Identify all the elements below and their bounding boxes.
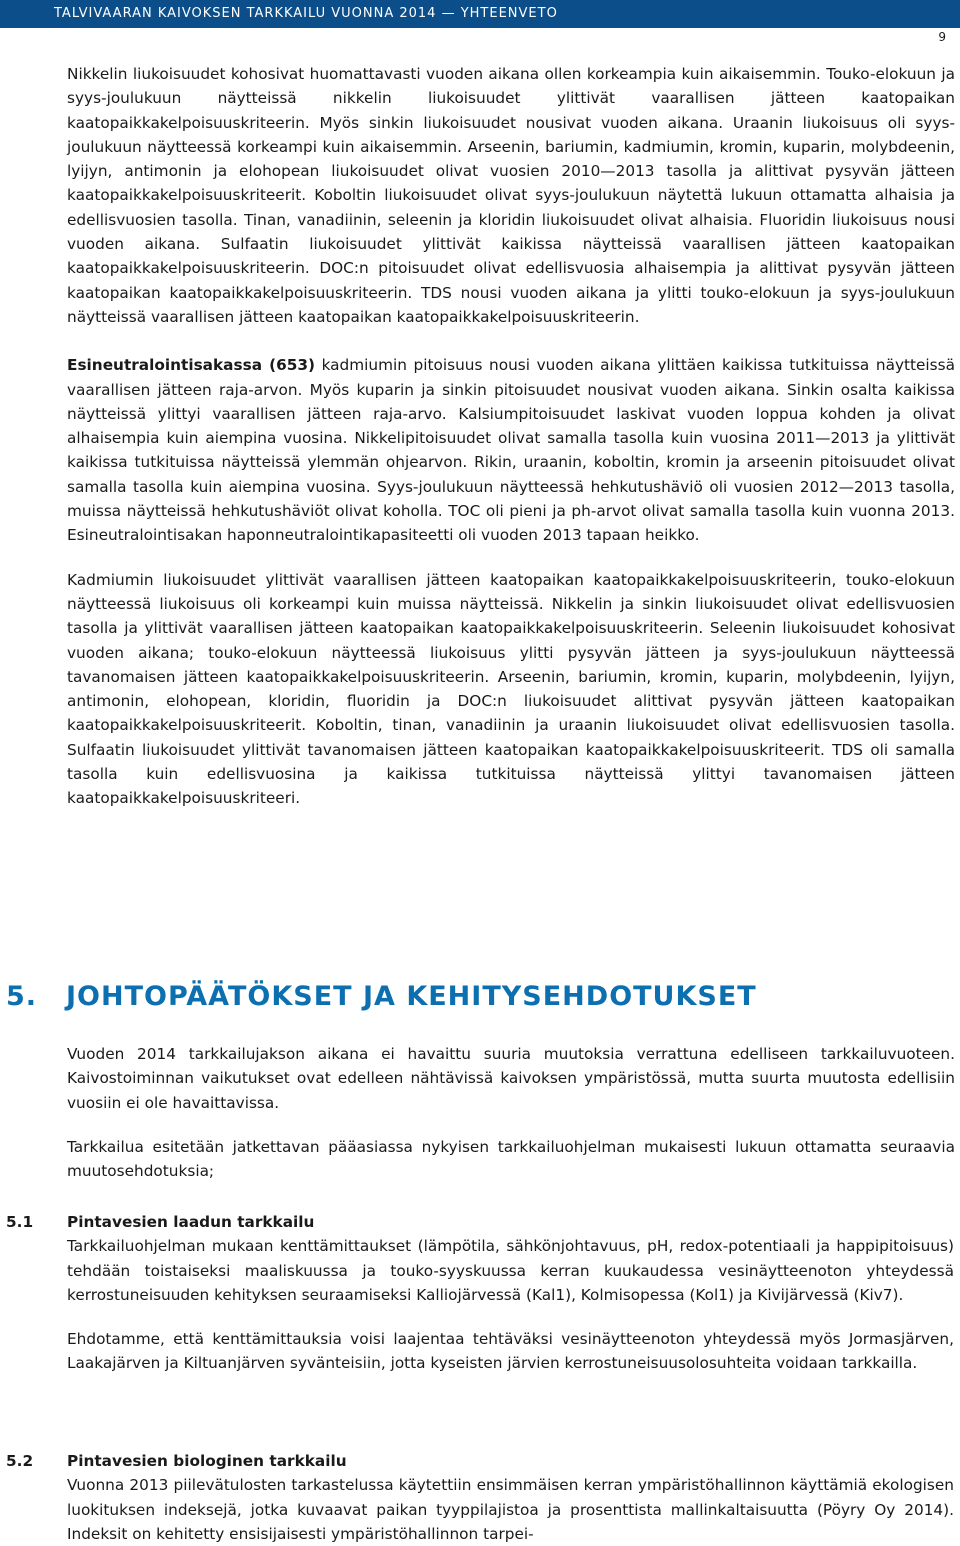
section-5-intro: [67, 1042, 960, 1183]
subsection-title: Pintavesien laadun tarkkailu: [67, 1213, 315, 1231]
section-5-heading: [6, 977, 757, 1017]
running-header: [0, 0, 960, 28]
subsection-5-1-paragraph-2: Ehdotamme, että kenttämittauksia voisi laajentaa tehtäväksi vesinäytteenoton yhteydessä myös Jormasjärven, Laakajärven ja Kiltuanjärven syvänteisiin, jotta kyseisten järvien kerrostuneisuusolosuhteita voidaan tarkkailla.: [67, 1330, 954, 1373]
body-text: [67, 62, 960, 811]
page-number: 9: [938, 30, 946, 44]
subsection-5-1: [6, 1210, 960, 1376]
subsection-number: 5.1: [6, 1213, 34, 1231]
paragraph-body: kadmiumin pitoisuus nousi vuoden aikana ylittäen kaikissa tutkituissa näytteissä vaarallisen jätteen raja-arvon. Myös kuparin ja sinkin pitoisuudet nousivat vuoden aikana. Sinkin osalta kaikissa näytteissä ylittyi vaarallisen jätteen raja-arvo. Kalsiumpitoisuudet laskivat vuoden loppua kohden ja olivat alhaisempia kuin aiempina vuosina. Nikkelipitoisuudet olivat samalla tasolla kuin vuosina 2011—2013 ja ylittivät kaikissa tutkituissa näytteissä ylemmän ohjearvon. Rikin, uraanin, koboltin, kromin ja arseenin pitoisuudet olivat samalla tasolla kuin aiempina vuosina. Syys-joulukuun näytteessä hehkutushäviö oli vuosien 2012—2013 tasolla, muissa näytteissä hehkutushäviöt olivat koholla. TOC oli pieni ja ph-arvot olivat samalla tasolla kuin vuonna 2013. Esineutralointisakan haponneutralointikapasiteetti oli vuoden 2013 tapaan heikko.: [67, 356, 955, 545]
section-number: 5.: [6, 981, 38, 1012]
section-title: JOHTOPÄÄTÖKSET JA KEHITYSEHDOTUKSET: [66, 981, 757, 1012]
subsection-5-1-paragraph-1: Tarkkailuohjelman mukaan kenttämittaukset (lämpötila, sähkönjohtavuus, pH, redox-potentiaali ja happipitoisuus) tehdään toistaiseksi maaliskuussa ja touko-syyskuussa kerran kuukaudessa vesinäytteenoton yhteydessä kerrostuneisuuden kehityksen seuraamiseksi Kalliojärvessä (Kal1), Kolmisopessa (Kol1) ja Kivijärvessä (Kiv7).: [67, 1237, 954, 1304]
subsection-number: 5.2: [6, 1452, 34, 1470]
paragraph-lead-term: Esineutralointisakassa (653): [67, 356, 315, 375]
section-5-intro-paragraph-2: Tarkkailua esitetään jatkettavan pääasiassa nykyisen tarkkailuohjelman mukaisesti lukuun ottamatta seuraavia muutosehdotuksia;: [67, 1137, 955, 1181]
paragraph-cadmium-leaching: Kadmiumin liukoisuudet ylittivät vaarallisen jätteen kaatopaikan kaatopaikkakelpoisuuskriteerin, touko-elokuun näytteessä liukoisuus oli korkeampi kuin muissa näytteissä. Nikkelin ja sinkin liukoisuudet olivat edellisvuosien tasolla ja ylittivät vaarallisen jätteen kaatopaikan kaatopaikkakelpoisuuskriteerin. Seleenin liukoisuudet kohosivat vuoden aikana; touko-elokuun näytteessä liukoisuus ylitti pysyvän jätteen ja syys-joulukuun näytteessä tavanomaisen jätteen kaatopaikkakelpoisuuskriteerin. Arseenin, bariumin, kromin, kuparin, molybdeenin, lyijyn, antimonin, elohopean, kloridin, fluoridin ja DOC:n liukoisuudet alittivat pysyvän jätteen kaatopaikan kaatopaikkakelpoisuuskriteerit. Koboltin, tinan, vanadiinin ja uraanin liukoisuudet olivat edellisvuosien tasolla. Sulfaatin liukoisuudet ylittivät tavanomaisen jätteen kaatopaikan kaatopaikkakelpoisuuskriteerit. TDS oli samalla tasolla kuin edellisvuosina ja kaikissa tutkituissa näytteissä ylittyi tavanomaisen jätteen kaatopaikkakelpoisuuskriteeri.: [67, 570, 955, 808]
subsection-title: Pintavesien biologinen tarkkailu: [67, 1452, 347, 1470]
subsection-5-2-paragraph-1: Vuonna 2013 piilevätulosten tarkastelussa käytettiin ensimmäisen kerran ympäristöhallinnon käyttämiä ekologisen luokituksen indeksejä, jotka kuvaavat paikan tyyppilajistoa ja prosenttista mallinkaltaisuutta (Pöyry Oy 2014). Indeksit on kehitetty ensisijaisesti ympäristöhallinnon tarpei-: [67, 1476, 954, 1543]
paragraph-nickel-leaching: Nikkelin liukoisuudet kohosivat huomattavasti vuoden aikana ollen korkeampia kuin aikaisemmin. Touko-elokuun ja syys-joulukuun näytteissä nikkelin liukoisuudet ylittivät vaarallisen jätteen kaatopaikan kaatopaikkakelpoisuuskriteerin. Myös sinkin liukoisuudet nousivat vuoden aikana. Uraanin liukoisuus oli syys-joulukuun näytteessä korkeampi kuin aikaisemmin. Arseenin, bariumin, kadmiumin, kromin, kuparin, molybdeenin, lyijyn, antimonin ja elohopean liukoisuudet olivat vuosien 2010—2013 tasolla ja alittivat pysyvän jätteen kaatopaikkakelpoisuuskriteerit. Koboltin liukoisuudet olivat syys-joulukuun näytettä lukuun ottamatta alhaisia ja edellisvuosien tasolla. Tinan, vanadiinin, seleenin ja kloridin liukoisuudet olivat alhaisia. Fluoridin liukoisuus nousi vuoden aikana. Sulfaatin liukoisuudet ylittivät kaikissa näytteissä vaarallisen jätteen kaatopaikan kaatopaikkakelpoisuuskriteerin. DOC:n pitoisuudet olivat edellisvuosia alhaisempia ja alittivat pysyvän jätteen kaatopaikan kaatopaikkakelpoisuuskriteerin. TDS nousi vuoden aikana ja ylitti touko-elokuun ja syys-joulukuun näytteissä vaarallisen jätteen kaatopaikan kaatopaikkakelpoisuuskriteerin.: [67, 65, 955, 326]
running-title: TALVIVAARAN KAIVOKSEN TARKKAILU VUONNA 2014 — YHTEENVETO: [54, 6, 558, 21]
section-5-intro-paragraph-1: Vuoden 2014 tarkkailujakson aikana ei havaittu suuria muutoksia verrattuna edelliseen tarkkailuvuoteen. Kaivostoiminnan vaikutukset ovat edelleen nähtävissä kaivoksen ympäristössä, mutta suurta muutosta edellisiin vuosiin ei ole havaittavissa.: [67, 1045, 955, 1112]
paragraph-preneutralization-sludge: [67, 353, 955, 547]
subsection-5-2: [6, 1449, 960, 1546]
